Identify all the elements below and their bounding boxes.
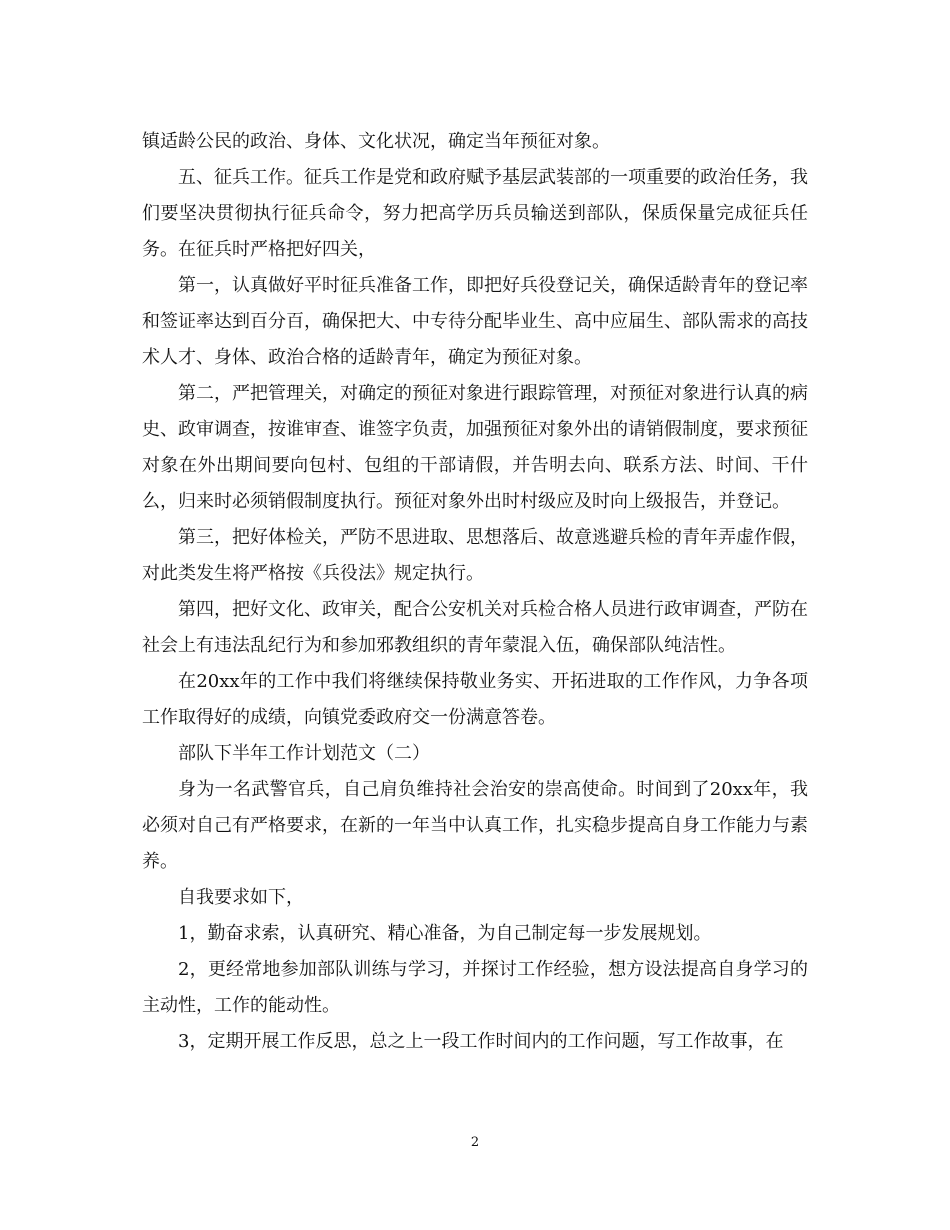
paragraph: 自我要求如下， bbox=[178, 887, 304, 908]
paragraph: 第二，严把管理关，对确定的预征对象进行跟踪管理，对预征对象进行认真的病史、政审调查，按谁审查、谁签字负责，加强预征对象外出的请销假制度，要求预征对象在外出期间要向包村、包组的干部请假，并告明去向、联系方法、时间、干什么，归来时必须销假制度执行。预征对象外出时村级应及时向上级报告，并登记。 bbox=[142, 383, 808, 512]
paragraph: 五、征兵工作。征兵工作是党和政府赋予基层武装部的一项重要的政治任务，我们要坚决贯彻执行征兵命令，努力把高学历兵员输送到部队，保质保量完成征兵任务。在征兵时严格把好四关， bbox=[142, 167, 808, 260]
paragraph: 2，更经常地参加部队训练与学习，并探讨工作经验，想方设法提高自身学习的主动性，工作的能动性。 bbox=[142, 959, 808, 1016]
paragraph: 第三，把好体检关，严防不思进取、思想落后、故意逃避兵检的青年弄虚作假，对此类发生将严格按《兵役法》规定执行。 bbox=[142, 527, 808, 584]
document-body bbox=[142, 124, 808, 1060]
paragraph: 第一，认真做好平时征兵准备工作，即把好兵役登记关，确保适龄青年的登记率和签证率达到百分百，确保把大、中专待分配毕业生、高中应届生、部队需求的高技术人才、身体、政治合格的适龄青年，确定为预征对象。 bbox=[142, 275, 808, 368]
paragraph: 镇适龄公民的政治、身体、文化状况，确定当年预征对象。 bbox=[142, 131, 610, 152]
paragraph: 身为一名武警官兵，自己肩负维持社会治安的崇高使命。时间到了20xx年，我必须对自己有严格要求，在新的一年当中认真工作，扎实稳步提高自身工作能力与素养。 bbox=[142, 779, 808, 872]
paragraph: 3，定期开展工作反思，总之上一段工作时间内的工作问题，写工作故事，在 bbox=[178, 1031, 784, 1052]
paragraph: 在20xx年的工作中我们将继续保持敬业务实、开拓进取的工作作风，力争各项工作取得好的成绩，向镇党委政府交一份满意答卷。 bbox=[142, 671, 808, 728]
page-number: 2 bbox=[470, 1135, 480, 1150]
paragraph: 第四，把好文化、政审关，配合公安机关对兵检合格人员进行政审调查，严防在社会上有违法乱纪行为和参加邪教组织的青年蒙混入伍，确保部队纯洁性。 bbox=[142, 599, 808, 656]
paragraph: 1，勤奋求索，认真研究、精心准备，为自己制定每一步发展规划。 bbox=[178, 923, 712, 944]
paragraph: 部队下半年工作计划范文（二） bbox=[178, 743, 430, 764]
